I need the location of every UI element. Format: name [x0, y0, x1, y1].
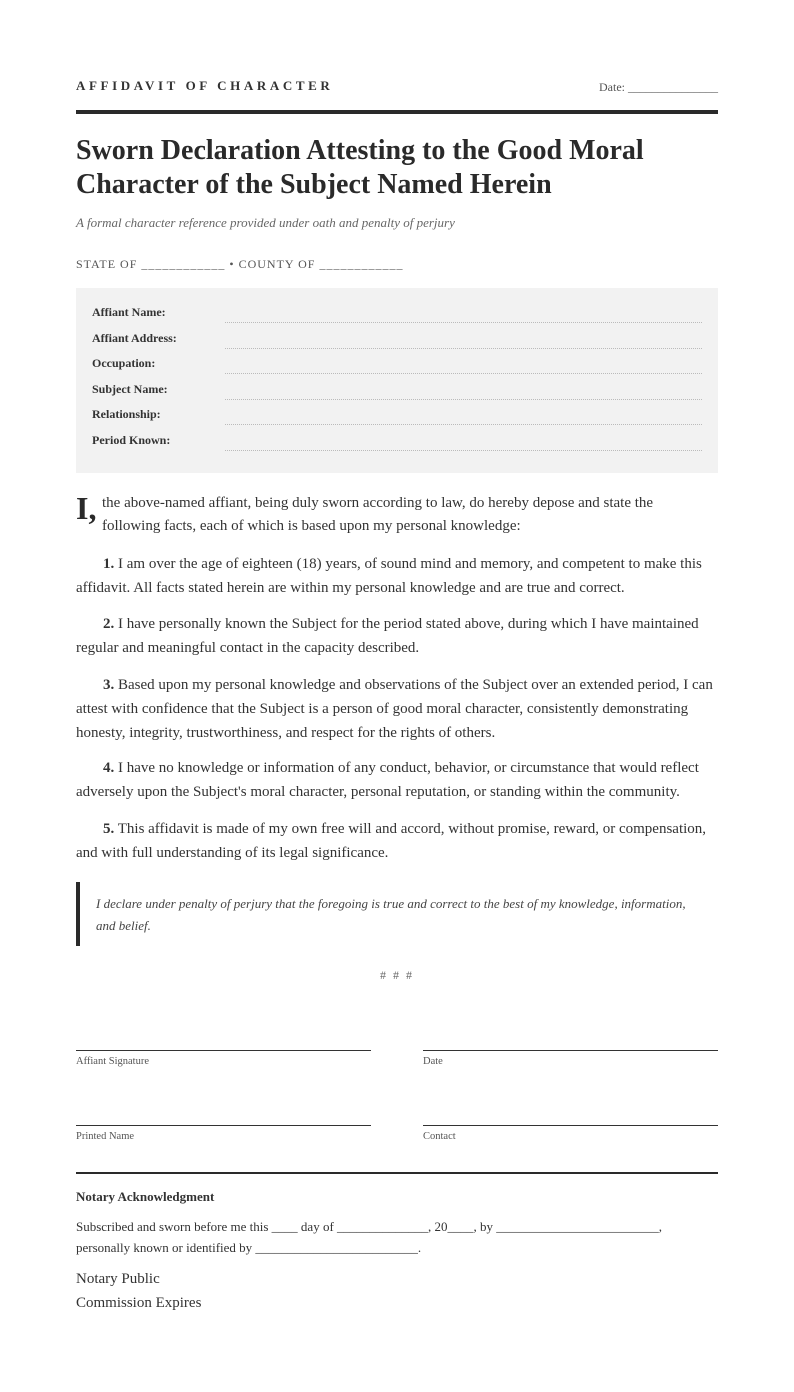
clause-text: Based upon my personal knowledge and observations of the Subject over an extended period, I can attest with confidence that the Subject is a person of good moral character, consistently demonstrating honesty, integrity, trustworthiness, and respect for the rights of others. [76, 677, 713, 741]
clause-text: This affidavit is made of my own free will and accord, without promise, reward, or compensation, and with full understanding of its legal significance. [76, 821, 707, 861]
clause-5 [76, 817, 718, 865]
info-row-affiant-name [92, 305, 702, 325]
header-date-field: Date: _______________ [599, 80, 718, 94]
signature-line[interactable] [423, 1125, 718, 1126]
signature-label: Contact [423, 1131, 456, 1142]
clause-text: I am over the age of eighteen (18) years, of sound mind and memory, and competent to make this affidavit. All facts stated herein are within my personal knowledge and are true and correct. [76, 556, 702, 596]
page-subtitle: A formal character reference provided under oath and penalty of perjury [76, 215, 455, 230]
signature-label: Date [423, 1056, 443, 1067]
header-divider [76, 110, 718, 114]
document-header [76, 78, 718, 98]
clause-3 [76, 673, 718, 745]
clause-text: I have personally known the Subject for the period stated above, during which I have maintained regular and meaningful contact in the capacity described. [76, 616, 699, 656]
notary-title: Notary Acknowledgment [76, 1189, 215, 1204]
info-label: Affiant Name: [92, 305, 166, 319]
affiant-address-field[interactable] [225, 348, 702, 349]
clause-text: I have no knowledge or information of any conduct, behavior, or circumstance that would reflect adversely upon the Subject's moral character, personal reputation, or standing within the community. [76, 760, 699, 800]
clause-4 [76, 756, 718, 804]
intro-text: the above-named affiant, being duly sworn according to law, do hereby depose and state the following facts, each of which is based upon my personal knowledge: [102, 495, 654, 534]
notary-divider [76, 1172, 718, 1174]
subject-name-field[interactable] [225, 399, 702, 400]
affiant-info-box [76, 288, 718, 473]
signature-label: Affiant Signature [76, 1056, 149, 1067]
clause-1 [76, 552, 718, 600]
info-row-occupation [92, 356, 702, 376]
info-row-period-known [92, 433, 702, 453]
drop-cap: I, [76, 490, 97, 526]
notary-public-label: Notary Public [76, 1271, 160, 1287]
signature-label: Printed Name [76, 1131, 135, 1142]
info-label: Subject Name: [92, 382, 168, 396]
clause-2 [76, 612, 718, 660]
clause-number: 2. [103, 616, 115, 632]
info-row-relationship [92, 407, 702, 427]
relationship-field[interactable] [225, 424, 702, 425]
clause-number: 4. [103, 760, 115, 776]
signature-line[interactable] [76, 1125, 371, 1126]
clause-number: 5. [103, 821, 115, 837]
info-row-affiant-address [92, 331, 702, 351]
page-title: Sworn Declaration Attesting to the Good Moral Character of the Subject Named Herein [76, 135, 644, 200]
clause-number: 1. [103, 556, 115, 572]
info-label: Period Known: [92, 433, 171, 447]
clause-number: 3. [103, 677, 115, 693]
declaration-text: I declare under penalty of perjury that the foregoing is true and correct to the best of my knowledge, information, and belief. [96, 896, 686, 933]
venue-line: STATE OF ____________ • COUNTY OF ____________ [76, 257, 404, 271]
signature-line[interactable] [76, 1050, 371, 1051]
commission-expires-label: Commission Expires [76, 1295, 202, 1311]
end-mark: # # # [380, 968, 414, 982]
occupation-field[interactable] [225, 373, 702, 374]
document-type-label: AFFIDAVIT OF CHARACTER [76, 78, 334, 93]
info-label: Affiant Address: [92, 331, 177, 345]
affiant-name-field[interactable] [225, 322, 702, 323]
perjury-declaration [76, 882, 718, 946]
info-label: Relationship: [92, 407, 161, 421]
notary-text: Subscribed and sworn before me this ____ day of ______________, 20____, by _________________________, personally known or identified by _________________________. [76, 1219, 663, 1255]
period-known-field[interactable] [225, 450, 702, 451]
signature-line[interactable] [423, 1050, 718, 1051]
info-label: Occupation: [92, 356, 156, 370]
info-row-subject-name [92, 382, 702, 402]
